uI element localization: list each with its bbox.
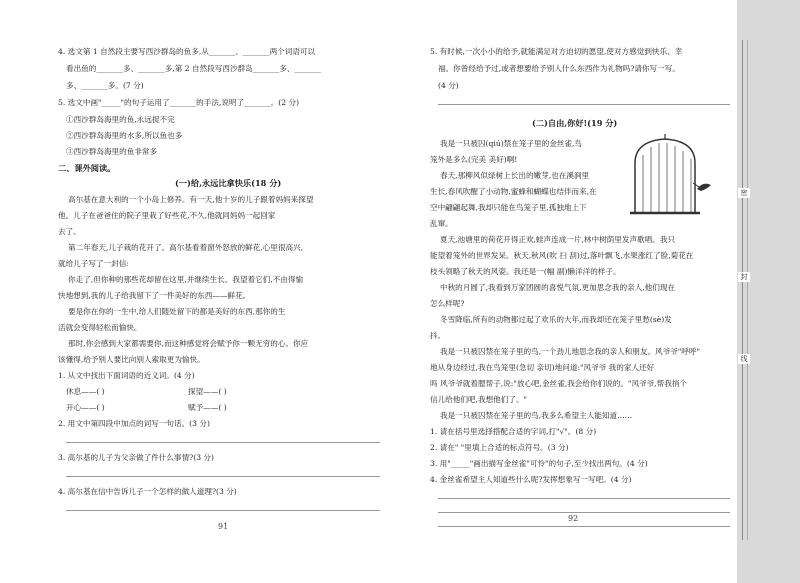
page-number-right: 92 xyxy=(568,514,579,523)
right-q5-line2: 福。你曾经给予过,或者想要给予别人什么东西作为礼物吗?请你写一写。 xyxy=(438,64,680,73)
right-question-4: 4. 金丝雀希望主人知道些什么呢?发挥想象写一写吧。(4 分) xyxy=(430,475,632,484)
left-question-2: 2. 用文中第四段中加点的词写一句话。(3 分) xyxy=(58,419,210,428)
left-q5-option1: ①西沙群岛海里的鱼,永远捉不完 xyxy=(66,115,175,124)
left-q5-option2: ②西沙群岛海里的水多,所以鱼也多 xyxy=(66,131,183,140)
passage1-line: 该懂得,给予别人要比向别人索取更为愉快。 xyxy=(58,355,205,364)
seal-line xyxy=(747,40,748,540)
passage2-line: 我是一只被囚禁在笼子里的鸟,我多么希望主人能知道…… xyxy=(440,411,633,420)
passage2-line: 信儿给他们吧,我想他们了。" xyxy=(430,395,528,404)
passage2-line: 乱窜。 xyxy=(430,219,453,228)
passage2-line: 空中翩翩起舞,我却只能在鸟笼子里,孤独地上下 xyxy=(430,203,587,212)
passage1-line: 你走了,但你种的那些花却留在这里,并继续生长。我望着它们,不由得愉 xyxy=(68,275,304,284)
passage1-line: 他。儿子在爸爸住的院子里栽了好些花,不久,他就同妈妈一起回家 xyxy=(58,211,276,220)
passage1-line: 快地想到,我的儿子给我留下了一件美好的东西——鲜花。 xyxy=(58,291,251,300)
passage1-line: 那时,你会感到大家都需要你,而这种感觉将会赋予你一颗无穷的心。你应 xyxy=(68,339,309,348)
right-q5-line1: 5. 有时候,一次小小的给予,就能满足对方迫切的愿望,使对方感觉到快乐、幸 xyxy=(430,47,683,56)
passage1-line: 第二年春天,儿子栽的花开了。高尔基看着窗外怒放的鲜花,心里很高兴, xyxy=(68,243,304,252)
answer-line[interactable] xyxy=(438,526,730,527)
left-question-1: 1. 从文中找出下面词语的近义词。(4 分) xyxy=(58,371,195,380)
answer-line[interactable] xyxy=(438,104,730,105)
passage2-line: 吗 风爷爷就着腮帮子,说:"放心吧,金丝雀,我会给你们说的。"风爷爷,帮我捎个 xyxy=(430,379,688,388)
seal-mark: 密 xyxy=(738,188,750,198)
passage2-line: 笼外是多么(完美 美好)啊! xyxy=(430,155,518,164)
passage2-line: 怎么样呢? xyxy=(430,299,465,308)
page-number-left: 91 xyxy=(218,522,229,531)
left-q5-option3: ③西沙群岛海里的鱼非常多 xyxy=(66,147,158,156)
answer-line[interactable] xyxy=(66,476,380,477)
passage2-line: 我是一只被囚禁在笼子里的鸟,一个劲儿地思念我的亲人和朋友。风爷爷"呼呼" xyxy=(440,347,700,356)
left-question-4: 4. 高尔基在信中告诉儿子一个怎样的做人道理?(3 分) xyxy=(58,487,237,496)
left-question-3: 3. 高尔基的儿子为父亲做了件什么事情?(3 分) xyxy=(58,453,214,462)
synonym-visit[interactable]: 探望——( ) xyxy=(188,387,227,396)
passage2-line: 枝头领略了秋天的风姿。我还是一(幅 副)懒洋洋的样子。 xyxy=(430,267,621,276)
answer-line[interactable] xyxy=(438,498,730,499)
passage1-line: 活就会变得轻松而愉快。 xyxy=(58,323,142,332)
passage1-title: (一)给,永远比拿快乐(18 分) xyxy=(175,178,282,188)
passage2-line: 能望着笼外的世界发呆。秋天,秋风(吹 扫 刮)过,落叶飘飞,水果涨红了脸,菊花在 xyxy=(430,251,694,260)
synonym-happy[interactable]: 开心——( ) xyxy=(66,403,105,412)
right-q5-score: (4 分) xyxy=(438,81,459,90)
passage1-line: 就给儿子写了一封信: xyxy=(58,259,129,268)
right-question-1: 1. 请在括号里选择搭配合适的字词,打"√"。(8 分) xyxy=(430,427,597,436)
right-question-2: 2. 请在" "里填上合适的标点符号。(3 分) xyxy=(430,443,569,452)
seal-mark: 线 xyxy=(738,354,750,364)
answer-line[interactable] xyxy=(66,442,380,443)
left-q4-line3: 多、_______多。(7 分) xyxy=(66,81,144,90)
passage2-line: 夏天,池塘里的荷花开得正欢,蛙声连成一片,林中树荫里发声歌唱。我只 xyxy=(440,235,676,244)
passage1-line: 去了。 xyxy=(58,227,81,236)
passage2-line: 我是一只被囚(qiú)禁在笼子里的金丝雀,鸟 xyxy=(440,139,583,148)
passage2-line: 冬雪降临,所有的动物都过起了欢乐的大年,而我却还在笼子里愁(sè)发 xyxy=(440,315,672,324)
synonym-rest[interactable]: 休息——( ) xyxy=(66,387,105,396)
answer-line[interactable] xyxy=(66,510,380,511)
passage2-line: 生长,春风吹醒了小动物,蜜蜂和蝴蝶也结伴而来,在 xyxy=(430,187,597,196)
passage2-title: (二)自由,你好!(19 分) xyxy=(532,118,618,128)
passage2-line: 地从身边经过,我在鸟笼里(急切 亲切)地问道:"风爷爷 我的家人还好 xyxy=(430,363,655,372)
passage2-line: 抖。 xyxy=(430,331,446,340)
section-heading-extracurricular: 二、课外阅读。 xyxy=(58,163,116,173)
passage2-line: 春天,那柳风似绿树上长出的嫩芽,也在溪涧里 xyxy=(440,171,590,180)
left-q4-line1: 4. 选文第 1 自然段主要写西沙群岛的鱼多,从_______、_______两个词语可以 xyxy=(58,47,316,56)
synonym-bestow[interactable]: 赋予——( ) xyxy=(188,403,227,412)
passage2-line: 中秋的月圆了,我看到万家团圆的喜悦气氛,更加思念我的亲人,他们现在 xyxy=(440,283,676,292)
right-question-3: 3. 用"_____"画出描写金丝雀"可怜"的句子,至少找出两句。(4 分) xyxy=(430,459,648,468)
passage1-line: 高尔基在意大利的一个小岛上修养。有一天,他十岁的儿子跟着妈妈来探望 xyxy=(68,195,314,204)
seal-mark: 封 xyxy=(738,272,750,282)
left-q5-line1: 5. 选文中画"_____"的句子运用了_______的手法,说明了_______。(2 分) xyxy=(58,98,300,107)
bird-cage-illustration xyxy=(615,133,715,223)
left-q4-line2: 看出鱼的_______多、_______多,第 2 自然段写西沙群岛_______多、_______ xyxy=(66,64,322,73)
passage1-line: 要是你在你的一生中,给人们随处留下的都是美好的东西,那你的生 xyxy=(68,307,286,316)
answer-line[interactable] xyxy=(438,512,730,513)
seal-line xyxy=(742,40,743,540)
